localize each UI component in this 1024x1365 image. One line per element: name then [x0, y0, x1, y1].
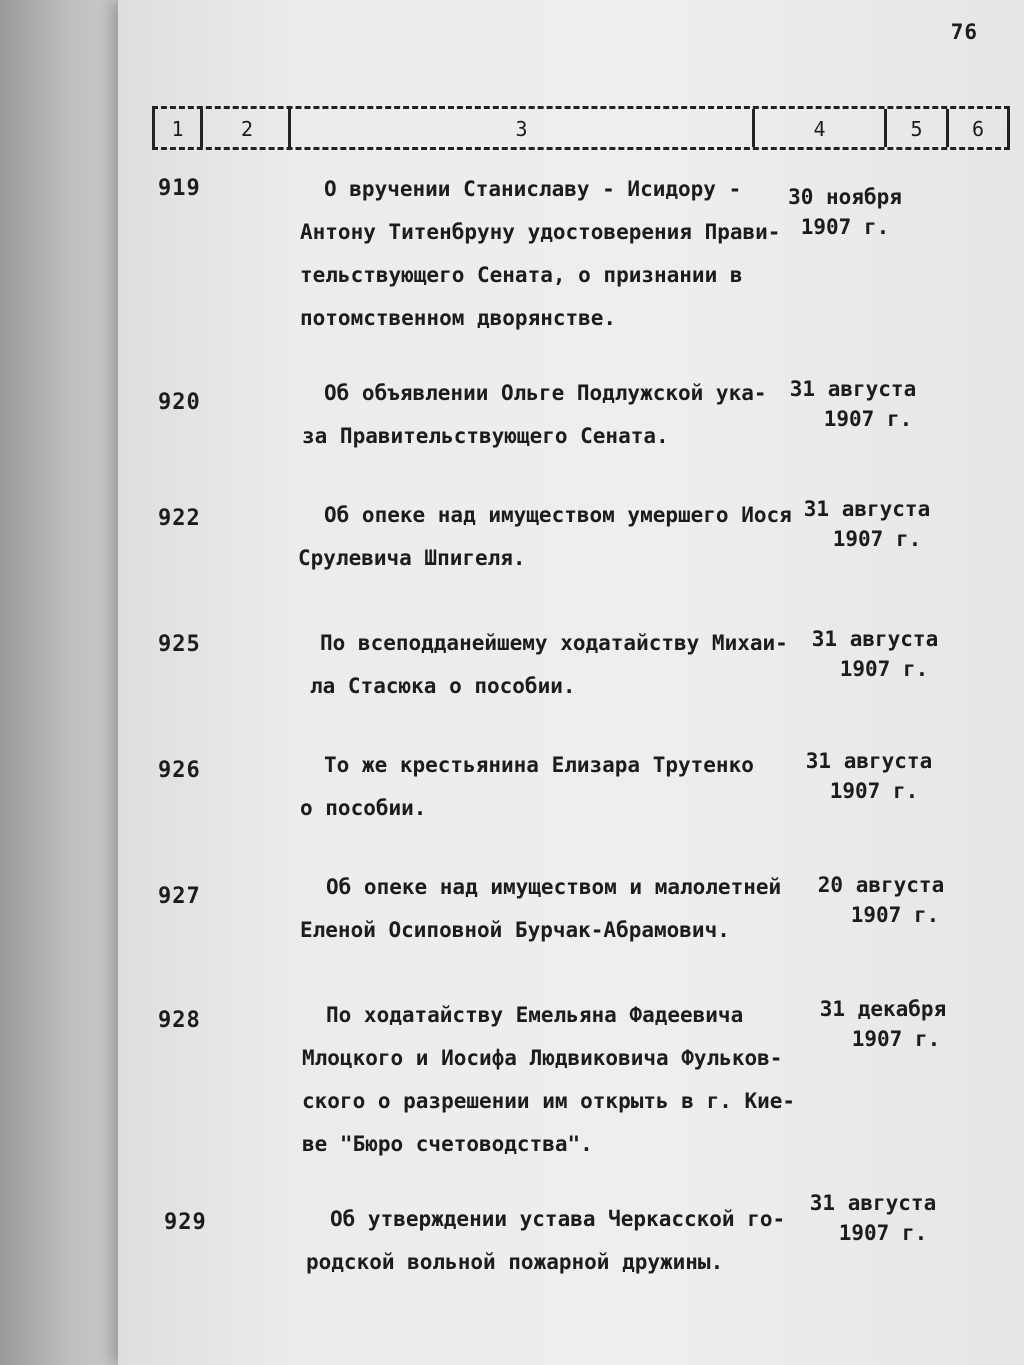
entry-number: 922: [158, 506, 201, 531]
table-column-header: [152, 106, 1010, 150]
entry-title-line: По ходатайству Емельяна Фадеевича: [326, 1003, 744, 1027]
entry-date-year: 1907 г.: [832, 527, 922, 551]
entry-title: [306, 1198, 806, 1284]
entry-date: [770, 182, 920, 242]
entry-number: 929: [164, 1210, 207, 1235]
entry-title-line: о пособии.: [300, 796, 427, 820]
entry-number: 925: [158, 632, 201, 657]
entry-date: [792, 494, 942, 554]
entry-title: [298, 622, 798, 708]
entry-title: [302, 994, 802, 1166]
column-header-5: 5: [884, 109, 946, 147]
entry-number: 920: [158, 390, 201, 415]
entry-number: 927: [158, 884, 201, 909]
entry-title: [302, 372, 802, 458]
entry-date-year: 1907 г.: [838, 1221, 928, 1245]
entry-title-line: Антону Титенбруну удостоверения Прави-: [300, 220, 781, 244]
entry-title: [298, 494, 798, 580]
entry-date-day: 20 августа: [817, 873, 945, 897]
entry-date-year: 1907 г.: [850, 903, 940, 927]
entry-title-line: родской вольной пожарной дружины.: [306, 1250, 724, 1274]
column-header-2: 2: [200, 109, 288, 147]
entry-number: 928: [158, 1008, 201, 1033]
column-header-6: 6: [946, 109, 1010, 147]
entry-number: 926: [158, 758, 201, 783]
entry-title-line: за Правительствующего Сената.: [302, 424, 669, 448]
entry-title-line: О вручении Станиславу - Исидору -: [324, 177, 742, 201]
entry-date-day: 30 ноября: [788, 185, 902, 209]
entry-date-year: 1907 г.: [851, 1027, 941, 1051]
column-header-1: 1: [152, 109, 200, 147]
entry-title-line: тельствующего Сената, о признании в: [300, 263, 743, 287]
entry-date-day: 31 августа: [803, 497, 931, 521]
entry-date: [794, 746, 944, 806]
entry-date: [798, 1188, 948, 1248]
entry-title-line: Об опеке над имуществом умершего Иося: [324, 503, 792, 527]
entry-number: 919: [158, 176, 201, 201]
entry-date: [778, 374, 928, 434]
entry-date: [808, 994, 958, 1054]
entry-title-line: ского о разрешении им открыть в г. Кие-: [302, 1089, 796, 1113]
entry-date-day: 31 августа: [805, 749, 933, 773]
entry-date-year: 1907 г.: [829, 779, 919, 803]
entry-date-day: 31 августа: [789, 377, 917, 401]
entry-title-line: ла Стасюка о пособии.: [310, 674, 576, 698]
column-header-3: 3: [288, 109, 752, 147]
entry-date-day: 31 августа: [811, 627, 939, 651]
entry-title-line: Об объявлении Ольге Подлужской ука-: [324, 381, 767, 405]
entry-date-day: 31 декабря: [819, 997, 947, 1021]
entry-title-line: По всеподданейшему ходатайству Михаи-: [320, 631, 788, 655]
entry-date-year: 1907 г.: [823, 407, 913, 431]
column-header-4: 4: [752, 109, 884, 147]
entry-title: [300, 866, 800, 952]
entry-title-line: Млоцкого и Иосифа Людвиковича Фульков-: [302, 1046, 783, 1070]
entry-title-line: То же крестьянина Елизара Трутенко: [324, 753, 754, 777]
entry-date: [800, 624, 950, 684]
entry-title-line: Об утверждении устава Черкасской го-: [330, 1207, 786, 1231]
entry-title-line: потомственном дворянстве.: [300, 306, 617, 330]
entry-title-line: Еленой Осиповной Бурчак-Абрамович.: [300, 918, 730, 942]
entry-date: [806, 870, 956, 930]
entry-title-line: Срулевича Шпигеля.: [298, 546, 526, 570]
entry-title: [300, 168, 800, 340]
page-number: 76: [950, 20, 978, 44]
entry-title-line: ве "Бюро счетоводства".: [302, 1132, 593, 1156]
entry-title-line: Об опеке над имуществом и малолетней: [326, 875, 782, 899]
entry-date-day: 31 августа: [809, 1191, 937, 1215]
entry-date-year: 1907 г.: [839, 657, 929, 681]
entry-title: [300, 744, 800, 830]
entry-date-year: 1907 г.: [800, 215, 890, 239]
